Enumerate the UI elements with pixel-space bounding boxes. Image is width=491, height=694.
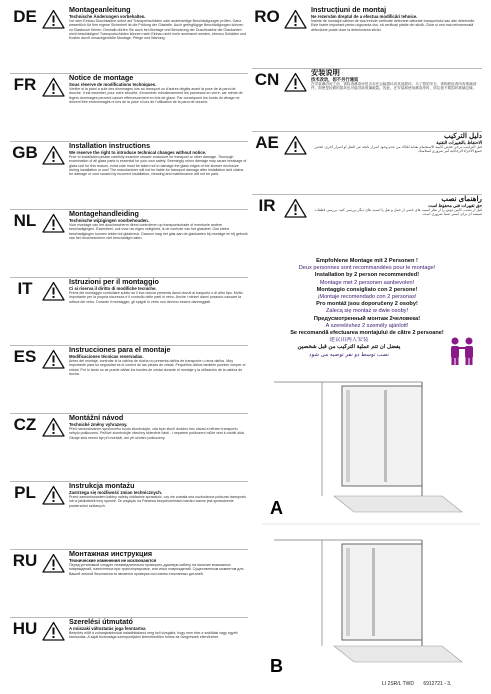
section-subtitle: Modificaciones técnicas reservadas. xyxy=(69,354,144,359)
right-language-column xyxy=(252,6,482,257)
section-subtitle: Ci si riserva il diritto di modifiche tecniche. xyxy=(69,286,157,291)
language-code: CZ xyxy=(13,415,37,434)
section-text xyxy=(66,6,248,73)
warning-icon xyxy=(40,210,66,277)
recommendation-line: 建议由两人安装 xyxy=(329,337,369,344)
language-code: DE xyxy=(13,7,37,26)
section-text xyxy=(66,210,248,277)
recommendation-line: نصب توسط دو نفر توصیه می شود xyxy=(309,351,389,358)
diagram-a xyxy=(270,382,462,518)
language-section-gb xyxy=(10,141,248,209)
language-section-de xyxy=(10,6,248,73)
recommendation-line: Zalecą się montaż w dwie osoby! xyxy=(325,308,409,315)
section-body: Antes del montaje, controlar si la cabina de ducha no presenta daños de transporte u otros daños. Muy importante para su seguridad es el control de las piezas de cristal. Pequeños daños también pueden romper el cristal. Por lo tanto no se puede dañar los bordes de cristal durante el montaje y la utilización de la cabina de ducha. xyxy=(69,359,246,376)
language-code: GB xyxy=(12,143,38,162)
two-person-recommendation xyxy=(252,258,482,370)
section-subtitle: Sous réserve de modifications techniques. xyxy=(69,82,157,87)
warning-icon xyxy=(282,69,308,131)
language-code: IR xyxy=(258,196,276,215)
recommendation-line: Se recomandă efectuarea montajului de către 2 persoane! xyxy=(290,330,444,337)
language-section-es xyxy=(10,345,248,413)
section-text xyxy=(66,74,248,141)
section-subtitle: We reserve the right to introduce technical changes without notice. xyxy=(69,150,207,155)
section-body: Beépítés előtt a zuhanykabinokat haladéktalanul meg kell vizsgálni, hogy nem érte-e szállítási vagy egyéb károsodás. A saját biztonsága szempontjából kiemelkedően fontos az üvegrészek ellenőrzése. xyxy=(69,631,238,640)
warning-icon xyxy=(40,74,66,141)
section-title: Instrukcja montażu xyxy=(69,482,135,490)
warning-icon xyxy=(40,414,66,481)
language-section-fr xyxy=(10,73,248,141)
part-number: 6912721 - 3. xyxy=(423,681,452,687)
recommendation-line: Pro montáž jsou doporučeny 2 osoby! xyxy=(316,301,418,308)
section-title: Instrucciones para el montaje xyxy=(69,346,171,354)
section-subtitle: Technische wijzigingen voorbehouden. xyxy=(69,218,149,223)
two-persons-icon xyxy=(446,336,478,366)
language-code: PL xyxy=(14,483,36,502)
section-body: Перед установкой следует незамедлительно проверить душевую кабину на наличие возможных повреждений, нанесенных при транспортировке, или иных повреждений. Существенным моментом для Вашей личной безопасности является проверка состояния стеклянных деталей. xyxy=(69,563,244,576)
section-title: 安装说明 xyxy=(311,69,340,77)
language-section-cn xyxy=(252,68,482,131)
warning-icon xyxy=(282,195,308,257)
diagram-label-a: A xyxy=(270,498,283,518)
section-title: Montážní návod xyxy=(69,414,124,422)
footer xyxy=(382,681,459,687)
section-text xyxy=(66,482,248,549)
warning-icon xyxy=(40,550,66,617)
recommendation-line: Montaggio consigliato con 2 persone! xyxy=(316,286,418,293)
left-language-column xyxy=(10,6,248,685)
section-text xyxy=(66,414,248,481)
recommendation-line: Предусмотренный монтаж 2человека! xyxy=(313,315,421,322)
language-code: RO xyxy=(254,7,280,26)
language-section-ae xyxy=(252,131,482,194)
language-section-ru xyxy=(10,549,248,617)
section-subtitle: 技术改动，恕不另行通知 xyxy=(311,77,359,82)
section-title: Montageanleitung xyxy=(69,6,131,14)
diagram-b xyxy=(270,540,462,676)
section-body: Înainte de montajul cabinei de duș trebuie verificate defectele datorate transportului sau alte deteriorări. Este foarte important pentru siguranța dvs. să verificați părțile din sticlă. Chiar și cea mai neînsemnată defecțiune poate duce la deteriorarea sticlei. xyxy=(311,19,476,32)
language-code: AE xyxy=(255,133,279,152)
language-section-hu xyxy=(10,617,248,685)
recommendation-line: Deux personnes sont recommandées pour le montage! xyxy=(298,265,436,272)
language-section-ir xyxy=(252,194,482,257)
warning-icon xyxy=(40,6,66,73)
section-title: Montagehandleiding xyxy=(69,210,139,218)
section-title: Istruzioni per il montaggio xyxy=(69,278,159,286)
section-title: Installation instructions xyxy=(69,142,151,150)
recommendation-line: Empfohlene Montage mit 2 Personen ! xyxy=(316,258,418,264)
diagram-label-b: B xyxy=(270,656,283,676)
warning-icon xyxy=(40,278,66,345)
recommendation-line: ¡Montaje recomendado con 2 personas! xyxy=(317,294,417,301)
section-body: Vérifier si la paroi a subi des dommages lors au transport ou d'autres dégâts avant la pose de la paroi de douche. Il est essentiel, pour votre sécurité, d'examiner minutieusement les panneaux en verre, car même de légers dommages peuvent causer effervescement en bris de glace. Par conséquent les bords du vitrage ne doivent être endommagés ni lors de la pose ni lors de l'utilisation de la paroi de douche. xyxy=(69,87,243,104)
section-subtitle: Ne rezervăm dreptul de a efectua modificări tehnice. xyxy=(311,14,418,19)
section-text xyxy=(66,618,248,685)
warning-icon xyxy=(282,6,308,68)
language-code: ES xyxy=(13,347,37,366)
section-text xyxy=(308,69,482,131)
section-text xyxy=(66,278,248,345)
section-subtitle: الاحتفاظ بالتغييرات التقنية xyxy=(436,140,482,145)
section-text xyxy=(66,142,248,209)
language-code: RU xyxy=(12,551,38,570)
section-title: دليل التركيب xyxy=(444,132,482,140)
language-section-ro xyxy=(252,6,482,68)
section-title: Notice de montage xyxy=(69,74,134,82)
section-text xyxy=(66,346,248,413)
language-code: FR xyxy=(13,75,37,94)
section-body: قبل از نصب، کابین دوش را از نظر آسیب های ناشی از حمل و نقل یا آسیب های دیگر بررسی کنید. بررسی قطعات شیشه ای برای ایمنی شما ضروری است. xyxy=(314,208,482,217)
section-title: Szerelési útmutató xyxy=(69,618,133,626)
section-subtitle: Technische Änderungen vorbehalten. xyxy=(69,14,146,19)
section-body: Voor montage van het douchescherm direct controleren op transportschade of eventuele andere beschadigingen. Essentieel, ook voor uw eigen veiligheid, is de controle van het glasdeel. Ook kleine beschadigingen kunnen leiden tot glasbreuk. Daarom mag het glas aan de glaskanten bij montage en bij gebruik van het douchescherm niet beschadigd raken. xyxy=(69,223,248,240)
warning-icon xyxy=(282,132,308,194)
language-code: HU xyxy=(12,619,38,638)
section-subtitle: Technické změny vyhrazeny. xyxy=(69,422,128,427)
recommendation-line: A szereléshez 2 személy ajánlott! xyxy=(325,322,409,329)
warning-icon xyxy=(40,482,66,549)
section-subtitle: Zastrzega się możliwość zmian technicznych. xyxy=(69,490,163,495)
section-title: Монтажная инструкция xyxy=(69,550,153,558)
section-text xyxy=(308,195,482,257)
warning-icon xyxy=(40,618,66,685)
language-section-pl xyxy=(10,481,248,549)
section-body: Před namontováním sprchového koutu zkontrolujte, zda bylo zboží dodáno bez závad a během transportu nebylo poškozeno. Pečlivě zkontrolujte všechny skleněné části - i nepatrné poškození může vést k rozbití skla. Okraje skla nesmí být při montáži, ani při užívání poškozeny. xyxy=(69,427,245,440)
section-body: قبل التركيب، يرجى فحص كابينة الاستحمام بعناية للتأكد من عدم وجود أضرار ناتجة عن النقل أو أضرار أخرى. فحص جميع الأجزاء الزجاجية أمر ضروري لسلامتك. xyxy=(314,145,482,154)
recommendation-line: Installation by 2 person recommended! xyxy=(314,272,420,279)
section-body: Przed zamontowaniem kabiny należy dokładnie sprawdzić, czy nie została ona uszkodzona podczas transportu lub w jakikolwiek inny sposób. Ze względu na Państwa bezpieczeństwo bardzo ważne jest sprawdzenie powierzchni szklanych. xyxy=(69,495,246,508)
language-section-cz xyxy=(10,413,248,481)
section-body: Prima del montaggio controllare subito se il box doccia presenta danni dovuti al trasporto o di altro tipo. Molto importante per la propria sicurezza è il controllo delle parti in vetro. Anche i minimi danni possono causare la rottura del vetro. Durante il montaggio, gli spigoli in vetro non devono essere danneggiati. xyxy=(69,291,243,304)
section-subtitle: حق تغییرات فنی محفوظ است xyxy=(428,203,482,208)
language-section-nl xyxy=(10,209,248,277)
warning-icon xyxy=(40,142,66,209)
section-title: راهنمای نصب xyxy=(441,195,482,203)
recommendation-line: يفضل أن تتم عملية التركيب من قبل شخصين xyxy=(297,344,401,351)
language-code: CN xyxy=(254,70,280,89)
section-body: Prior to installation please carefully examine shower enclosure for transport or other damage. Thorough examination of all glass parts is essential for your own safety. Seemingly minor damage may cause breakage of glass unit for this reason, extra care must be taken not to damage the glass edges of the shower enclosure during installation or use! The manufacturer will not be liable for transport damage after installation and claims for damage or cost caused by incorrect installation, cleaning and maintenance will not be paid. xyxy=(69,155,247,177)
document-code: LI 2SR/L TWD xyxy=(382,681,414,687)
language-code: IT xyxy=(17,279,33,298)
installation-diagram xyxy=(262,376,480,678)
language-code: NL xyxy=(13,211,37,230)
section-subtitle: Технические изменения не исключаются xyxy=(69,558,157,563)
language-section-it xyxy=(10,277,248,345)
section-text xyxy=(308,132,482,194)
section-body: 在安装淋浴房之前，请检查淋浴房是否存在运输损坏或其他损坏。为了您的安全，请彻底检查所有玻璃部件。即使是轻微的损坏也可能导致玻璃破裂。因此，在安装和使用淋浴房时，请注意不要损坏玻璃边缘。 xyxy=(311,82,477,91)
section-text xyxy=(308,6,482,68)
recommendation-line: Montage met 2 personen aanbevolen! xyxy=(319,279,415,286)
section-title: Instrucțiuni de montaj xyxy=(311,6,387,14)
section-text xyxy=(66,550,248,617)
warning-icon xyxy=(40,346,66,413)
section-body: Vor dem Einbau Duschkabine sofort auf Transportschäden oder anderweitige Beschädigungen prüfen. Ganz wesentlich für Ihre eigene Sicherheit ist die Prüfung der Glasteile. Auch geringfügige Beschädigungen können zu Glasbruch führen. Deshalb dürfen Sie auch bei Montage und Benutzung der Duschkabine die Glaskanten nicht beschädigen! Transportschäden können nach Einbau nicht mehr anerkannt werden, ebenso Schäden und Kosten durch unsachgemäße Montage, Pflege und Wartung. xyxy=(69,19,247,41)
section-subtitle: A műszaki változtatás joga fenntartva xyxy=(69,626,146,631)
